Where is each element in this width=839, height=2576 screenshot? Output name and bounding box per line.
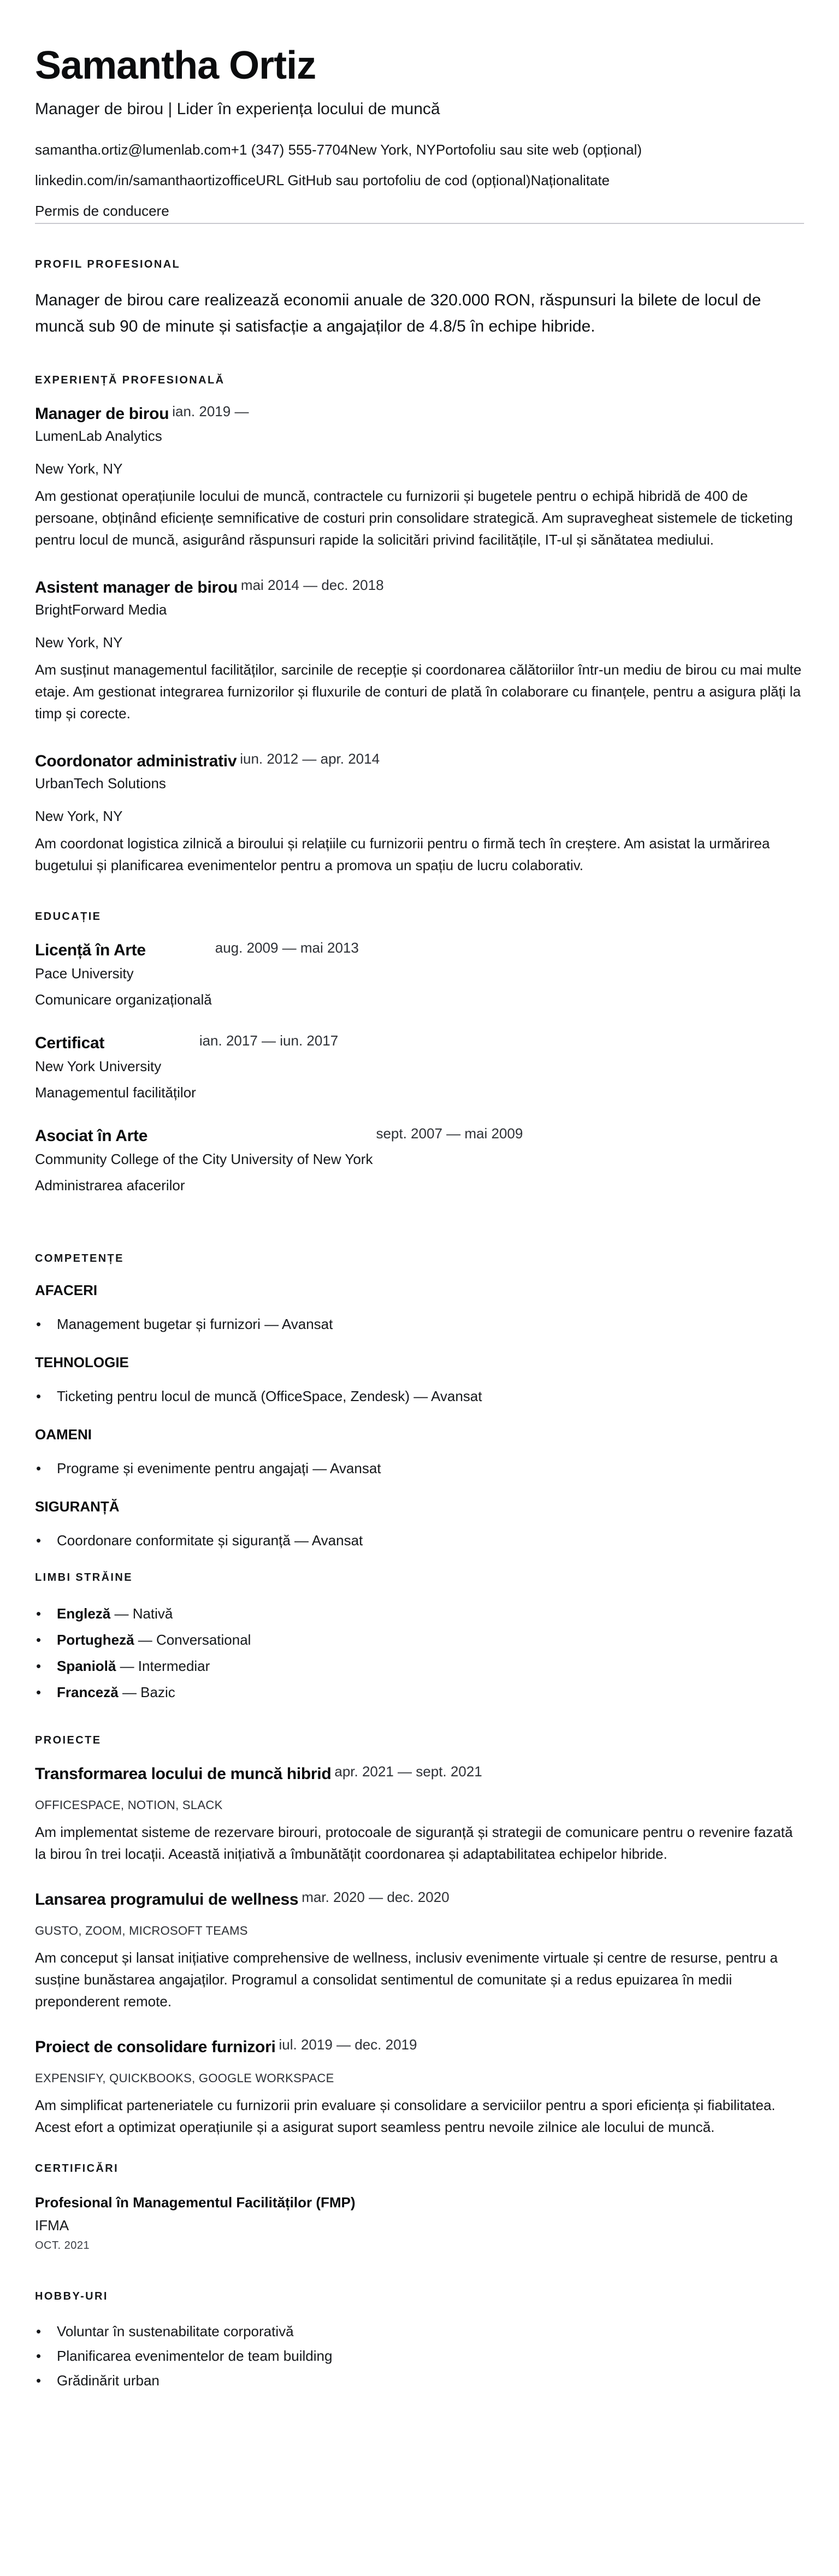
skill-category-name: SIGURANȚĂ (35, 1498, 120, 1515)
project-item (35, 1763, 804, 1865)
project-description: Am implementat sisteme de rezervare birouri, protocoale de siguranță și strategii de comunicare pentru o revenire fazată la birou în trei locații. Această inițiativă a îmbunătățit coordonarea și adaptabilitatea echipelor hibride. (35, 1824, 793, 1862)
project-description: Am conceput și lansat inițiative comprehensive de wellness, inclusiv evenimente virtuale și centre de resurse, pentru a susține bunăstarea angajaților. Programul a consolidat sentimentul de comunitate și a redus epuizarea în medii preponderent remote. (35, 1949, 778, 2010)
job-description: Am gestionat operațiunile locului de muncă, contractele cu furnizorii și bugetele pentru o echipă hibridă de 400 de persoane, obținând eficiențe semnificative de costuri prin consolidare strategică. Am supravegheat sistemele de ticketing pentru locul de muncă, asigurând răspunsuri rapide la solicitări privind facilitățile, IT-ul și sănătatea mediului. (35, 488, 793, 548)
degree: Licență în Arte (35, 941, 146, 959)
experience-header (35, 751, 380, 772)
contact-line-2 (35, 165, 804, 196)
project-name: Proiect de consolidare furnizori (35, 2038, 276, 2056)
project-dates: mar. 2020 — dec. 2020 (302, 1889, 450, 1905)
project-name: Lansarea programului de wellness (35, 1890, 299, 1909)
institution: Pace University (35, 965, 134, 982)
skill-category (35, 1281, 804, 1337)
certifications-section (35, 2162, 804, 2254)
education-item (35, 1125, 523, 1200)
language-item (35, 1600, 804, 1627)
hobby-item: • Voluntar în sustenabilitate corporativă (35, 2319, 804, 2344)
job-company: LumenLab Analytics (35, 428, 162, 444)
contact-github[interactable]: URL GitHub sau portofoliu de cod (opțional) (256, 172, 531, 188)
project-item (35, 1889, 804, 2012)
education-item (35, 940, 359, 1014)
job-description: Am susținut managementul facilităților, sarcinile de recepție și coordonarea călătoriilor într-un mediu de birou cu mai multe etaje. Am gestionat integrarea furnizorilor și fluxurile de conturi de plată în colaborare cu finanțele, pentru a asigura plăți la timp și corecte. (35, 661, 802, 722)
language-item (35, 1627, 804, 1653)
section-title: HOBBY-URI (35, 2290, 108, 2302)
section-title: CERTIFICĂRI (35, 2163, 119, 2175)
hobby-list (35, 2319, 804, 2393)
job-title: Manager de birou (35, 405, 169, 423)
section-title: EXPERIENȚĂ PROFESIONALĂ (35, 374, 225, 386)
skill-category (35, 1426, 804, 1481)
skill-list (35, 1311, 804, 1337)
language-level: — Nativă (110, 1605, 173, 1622)
project-header (35, 1763, 482, 1785)
skill-category-name: AFACERI (35, 1282, 98, 1298)
degree: Certificat (35, 1034, 105, 1052)
experience-item (35, 577, 804, 724)
language-item (35, 1653, 804, 1679)
institution: New York University (35, 1058, 162, 1074)
contact-line-3 (35, 196, 804, 226)
job-company: BrightForward Media (35, 601, 167, 618)
education-list (35, 940, 804, 1218)
experience-section (35, 374, 804, 876)
project-header (35, 2036, 417, 2058)
language-list (35, 1600, 804, 1705)
languages-section (35, 1571, 804, 1705)
education-dates: aug. 2009 — mai 2013 (215, 940, 359, 956)
job-location: New York, NY (35, 634, 123, 651)
skill-item: • Coordonare conformitate și siguranță — Avansat (35, 1527, 804, 1553)
language-level: — Conversational (134, 1632, 251, 1648)
field-of-study: Administrarea afacerilor (35, 1177, 185, 1194)
section-title: COMPETENȚE (35, 1252, 124, 1265)
skill-item: • Ticketing pentru locul de muncă (OfficeSpace, Zendesk) — Avansat (35, 1383, 804, 1409)
contact-linkedin[interactable]: linkedin.com/in/samanthaortizoffice (35, 172, 256, 188)
hobbies-section (35, 2290, 804, 2393)
project-dates: iul. 2019 — dec. 2019 (279, 2036, 417, 2053)
job-location: New York, NY (35, 808, 123, 824)
education-section (35, 910, 804, 1218)
language-name: Engleză (57, 1605, 111, 1622)
project-tech-stack: OFFICESPACE, NOTION, SLACK (35, 1798, 223, 1812)
field-of-study: Managementul facilităților (35, 1084, 196, 1101)
section-title: PROIECTE (35, 1734, 102, 1746)
language-name: Franceză (57, 1684, 119, 1700)
job-location: New York, NY (35, 460, 123, 477)
project-tech-stack: GUSTO, ZOOM, MICROSOFT TEAMS (35, 1924, 248, 1937)
hobby-item: • Grădinărit urban (35, 2368, 804, 2393)
skill-category-name: TEHNOLOGIE (35, 1354, 129, 1370)
skill-item: • Management bugetar și furnizori — Avansat (35, 1311, 804, 1337)
projects-section (35, 1734, 804, 2138)
candidate-name: Samantha Ortiz (35, 44, 316, 87)
project-dates: apr. 2021 — sept. 2021 (334, 1763, 482, 1780)
summary-text: Manager de birou care realizează economii anuale de 320.000 RON, răspunsuri la bilete de locul de muncă sub 90 de minute și satisfacție a angajaților de 4.8/5 în echipe hibride. (35, 291, 761, 335)
education-item (35, 1032, 338, 1107)
skill-list (35, 1527, 804, 1553)
skill-list (35, 1455, 804, 1481)
section-title: PROFIL PROFESIONAL (35, 258, 181, 270)
job-dates: ian. 2019 — (172, 403, 249, 420)
project-tech-stack: EXPENSIFY, QUICKBOOKS, GOOGLE WORKSPACE (35, 2071, 334, 2085)
resume-header (35, 43, 804, 224)
experience-item (35, 751, 804, 876)
experience-header (35, 403, 249, 425)
job-title: Coordonator administrativ (35, 752, 237, 770)
education-dates: sept. 2007 — mai 2009 (376, 1125, 523, 1142)
contact-website[interactable]: Portofoliu sau site web (opțional) (435, 141, 642, 158)
section-title: LIMBI STRĂINE (35, 1571, 133, 1584)
experience-header (35, 577, 384, 599)
job-title: Asistent manager de birou (35, 578, 238, 596)
skills-section (35, 1252, 804, 1553)
job-dates: iun. 2012 — apr. 2014 (240, 751, 380, 767)
certification-name: Profesional în Managementul Facilităților (FMP) (35, 2194, 356, 2211)
certification-item (35, 2191, 804, 2254)
project-description: Am simplificat parteneriatele cu furnizorii prin evaluare și consolidare a serviciilor pentru a spori eficiența și fiabilitatea. Acest efort a optimizat operațiunile și a asigurat suport seamless pentru nevoile zilnice ale locului de muncă. (35, 2097, 776, 2135)
contact-line-1 (35, 134, 804, 165)
contact-nationality: Naționalitate (530, 172, 610, 188)
contact-phone[interactable]: +1 (347) 555-7704 (231, 141, 348, 158)
language-name: Spaniolă (57, 1658, 116, 1674)
experience-item (35, 403, 804, 551)
job-dates: mai 2014 — dec. 2018 (240, 577, 384, 593)
hobby-item: • Planificarea evenimentelor de team building (35, 2344, 804, 2368)
language-item (35, 1679, 804, 1705)
degree: Asociat în Arte (35, 1127, 148, 1145)
skill-list (35, 1383, 804, 1409)
skill-category (35, 1498, 804, 1553)
skill-category (35, 1354, 804, 1409)
project-item (35, 2036, 804, 2138)
institution: Community College of the City University of New York (35, 1151, 373, 1167)
contact-info (35, 134, 804, 226)
contact-location: New York, NY (348, 141, 436, 158)
language-level: — Intermediar (116, 1658, 210, 1674)
summary-section (35, 258, 804, 340)
job-company: UrbanTech Solutions (35, 775, 166, 791)
education-dates: ian. 2017 — iun. 2017 (199, 1032, 339, 1049)
certification-date: OCT. 2021 (35, 2240, 90, 2252)
project-name: Transformarea locului de muncă hibrid (35, 1765, 332, 1783)
project-header (35, 1889, 450, 1911)
section-title: EDUCAȚIE (35, 911, 102, 923)
language-name: Portugheză (57, 1632, 134, 1648)
skill-category-name: OAMENI (35, 1426, 92, 1443)
job-description: Am coordonat logistica zilnică a biroului și relațiile cu furnizorii pentru o firmă tech în creștere. Am asistat la urmărirea bugetului și planificarea evenimentelor pentru a promova un spațiu de lucru colaborativ. (35, 835, 770, 873)
field-of-study: Comunicare organizațională (35, 991, 212, 1008)
contact-email[interactable]: samantha.ortiz@lumenlab.com (35, 141, 231, 158)
skill-item: • Programe și evenimente pentru angajați — Avansat (35, 1455, 804, 1481)
certification-issuer: IFMA (35, 2217, 69, 2234)
language-level: — Bazic (118, 1684, 175, 1700)
candidate-headline: Manager de birou | Lider în experiența locului de muncă (35, 100, 440, 118)
contact-license: Permis de conducere (35, 203, 169, 219)
